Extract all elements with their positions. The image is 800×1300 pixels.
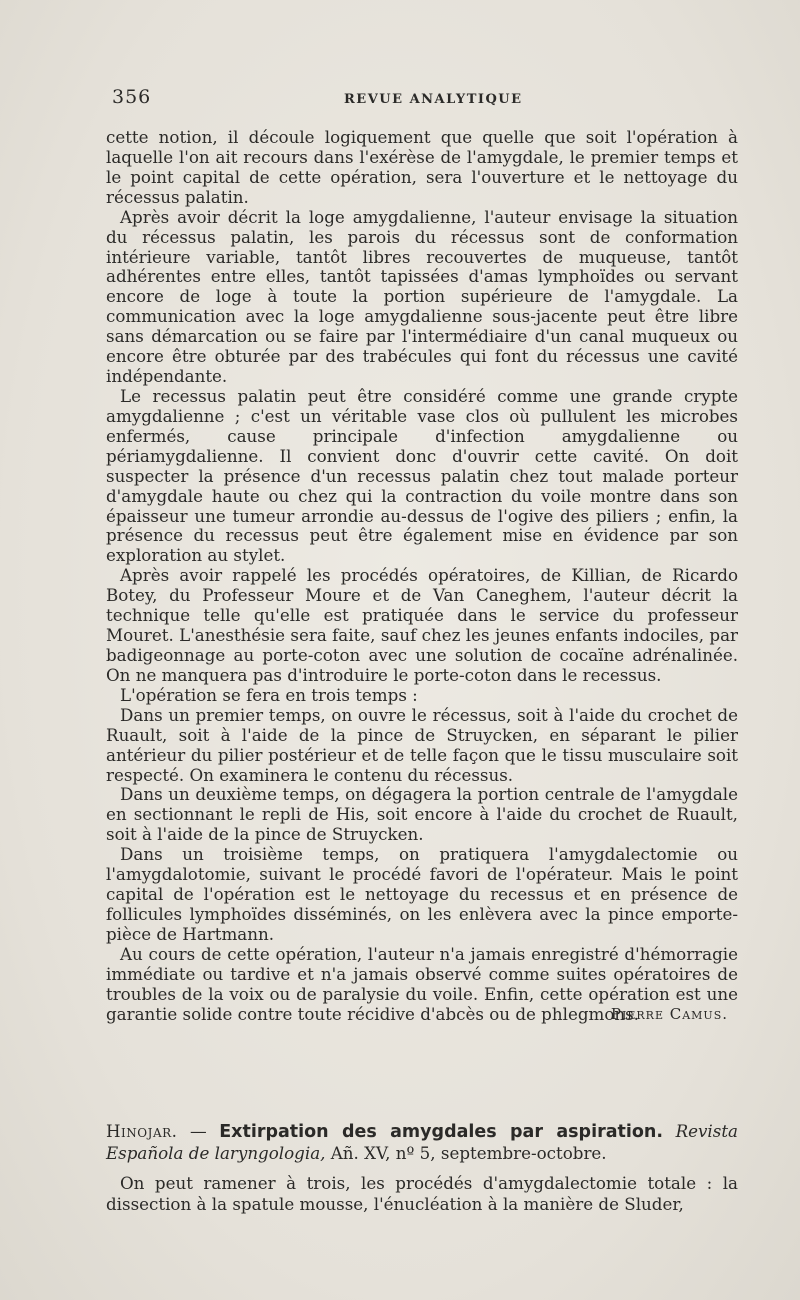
paragraph: L'opération se fera en trois temps : xyxy=(120,684,418,705)
paragraph: Dans un deuxième temps, on dégagera la portion centrale de l'amygdale en sectionnant le repli de His, soit encore à l'aide du crochet de Ruault, soit à l'aide de la pince de Struycken. xyxy=(106,784,738,845)
review-dash: — xyxy=(177,1121,220,1141)
paragraph: Après avoir rappelé les procédés opératoires, de Killian, de Ricardo Botey, du Professeur Moure et de Van Caneghem, l'auteur décrit la technique telle qu'elle est pratiquée dans le service du professeur Mouret. L'anesthésie sera faite, sauf chez les jeunes enfants indociles, par badigeonnage au porte-coton avec une solution de cocaïne adrénalinée. On ne manquera pas d'introduire le porte-coton dans le recessus. xyxy=(106,565,738,685)
article-body xyxy=(106,128,738,1025)
paragraph: Au cours de cette opération, l'auteur n'a jamais enregistré d'hémorragie immédiate ou tardive et n'a jamais observé comme suites opératoires de troubles de la voix ou de paralysie du voile. Enfin, cette opération est une garantie solide contre toute récidive d'abcès ou de phlegmons. xyxy=(106,943,738,1024)
page-header xyxy=(112,86,712,116)
paragraph: cette notion, il découle logiquement que quelle que soit l'opération à laquelle l'on ait recours dans l'exérèse de l'amygdale, le premier temps et le point capital de cette opération, sera l'ouverture et le nettoyage du récessus palatin. xyxy=(106,127,738,207)
page-number: 356 xyxy=(112,86,152,108)
review-title: Extirpation des amygdales par aspiration. xyxy=(219,1122,664,1142)
signature: Pierre Camus. xyxy=(610,1004,728,1023)
review-abstract: On peut ramener à trois, les procédés d'amygdalectomie totale : la dissection à la spatule mousse, l'énucléation à la manière de Sluder, xyxy=(106,1173,738,1214)
review-author: Hinojar. xyxy=(106,1121,178,1141)
paragraph: Après avoir décrit la loge amygdalienne, l'auteur envisage la situation du récessus palatin, les parois du récessus sont de conformation intérieure variable, tantôt libres recouvertes de muqueuse, tantôt adhérentes entre elles, tantôt tapissées d'amas lymphoïdes ou servant encore de loge à toute la portion supérieure de l'amygdale. La communication avec la loge amygdalienne sous-jacente peut être libre sans démarcation ou se faire par l'intermédiaire d'un canal muqueux ou encore être obturée par des trabécules qui font du récessus une cavité indépendante. xyxy=(106,206,738,387)
paragraph: Dans un premier temps, on ouvre le récessus, soit à l'aide du crochet de Ruault, soit à l'aide de la pince de Struycken, en séparant le pilier antérieur du pilier postérieur et de telle façon que le tissu musculaire soit respecté. On examinera le contenu du récessus. xyxy=(106,704,738,785)
running-title: REVUE ANALYTIQUE xyxy=(344,92,523,107)
paragraph: Le recessus palatin peut être considéré comme une grande crypte amygdalienne ; c'est un véritable vase clos où pullulent les microbes enfermés, cause principale d'infection amygdalienne ou périamygdalienne. Il convient donc d'ouvrir cette cavité. On doit suspecter la présence d'un recessus palatin chez tout malade porteur d'amygdale haute ou chez qui la contraction du voile montre dans son épaisseur une tumeur arrondie au-dessus de l'ogive des piliers ; enfin, la présence du recessus peut être également mise en évidence par son exploration au stylet. xyxy=(106,385,738,566)
paragraph: Dans un troisième temps, on pratiquera l'amygdalectomie ou l'amygdalotomie, suivant le procédé favori de l'opérateur. Mais le point capital de l'opération est le nettoyage du recessus et en présence de follicules lymphoïdes disséminés, on les enlèvera avec la pince emporte-pièce de Hartmann. xyxy=(106,844,738,944)
review-details: Añ. XV, nº 5, septembre-octobre. xyxy=(325,1143,607,1163)
review-journal: Revista Española de laryngologia, xyxy=(106,1121,738,1163)
review-reference xyxy=(106,1121,738,1164)
review-entry xyxy=(106,1121,738,1215)
